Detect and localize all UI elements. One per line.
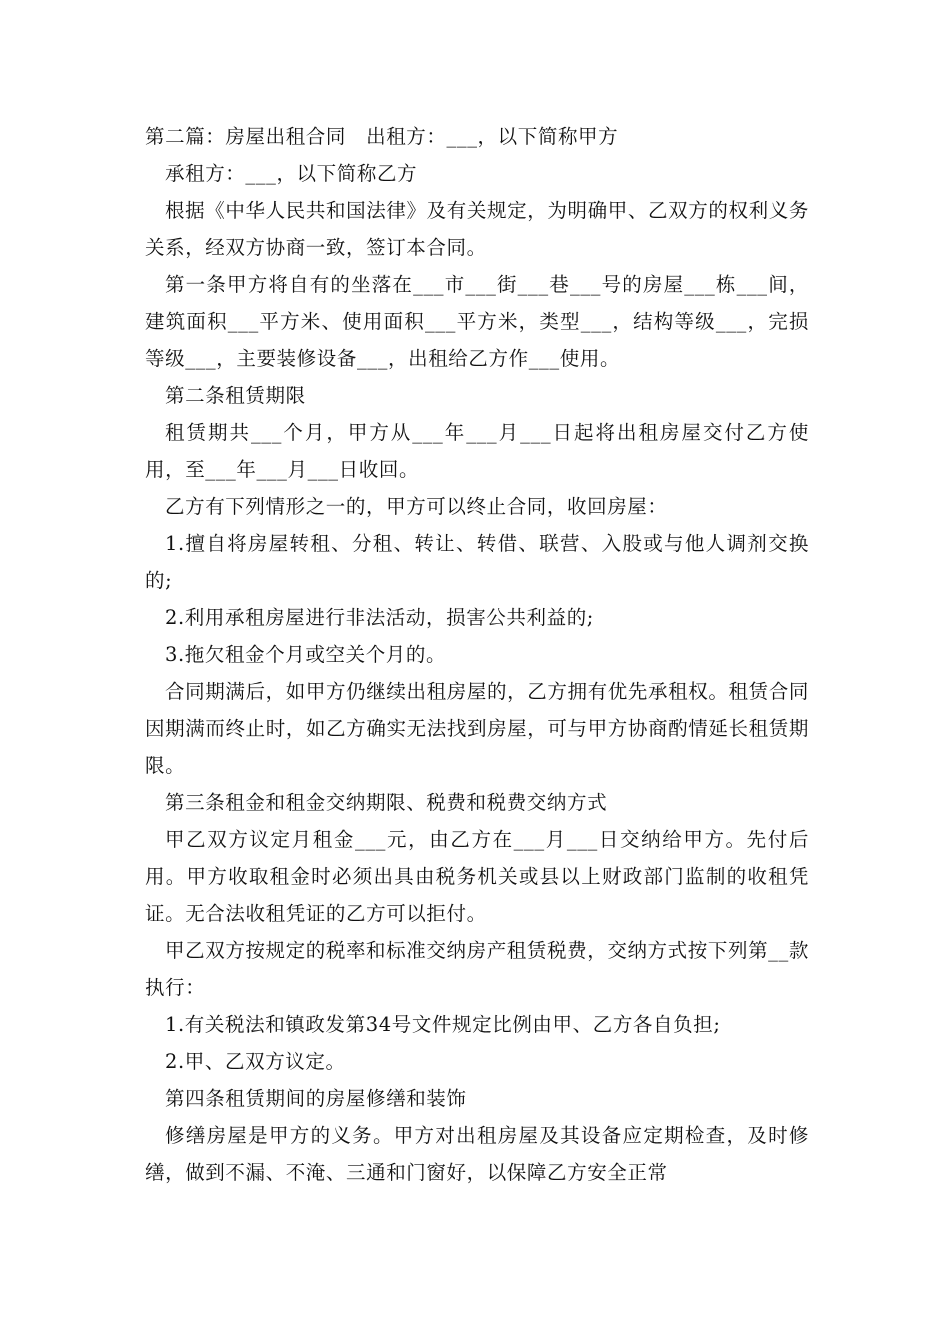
tax-paragraph: 甲乙双方按规定的税率和标准交纳房产租赁税费，交纳方式按下列第__款执行： [145, 939, 809, 999]
tax-item-2: 2.甲、乙双方议定。 [165, 1050, 346, 1073]
termination-item-2: 2.利用承租房屋进行非法活动，损害公共利益的; [165, 606, 594, 629]
renewal-paragraph: 合同期满后，如甲方仍继续出租房屋的，乙方拥有优先承租权。租赁合同因期满而终止时，如乙方确实无法找到房屋，可与甲方协商酌情延长租赁期限。 [145, 680, 809, 777]
section-heading: 第二篇：房屋出租合同 出租方：___，以下简称甲方 [145, 125, 619, 148]
lessee-line: 承租方：___，以下简称乙方 [165, 162, 418, 185]
document-page [145, 118, 809, 1191]
repair-paragraph: 修缮房屋是甲方的义务。甲方对出租房屋及其设备应定期检查，及时修缮，做到不漏、不淹、三通和门窗好，以保障乙方安全正常 [145, 1124, 809, 1184]
article-3-heading: 第三条租金和租金交纳期限、税费和税费交纳方式 [165, 791, 608, 814]
termination-intro: 乙方有下列情形之一的，甲方可以终止合同，收回房屋： [165, 495, 668, 518]
preamble-paragraph: 根据《中华人民共和国法律》及有关规定，为明确甲、乙双方的权利义务关系，经双方协商一致，签订本合同。 [145, 199, 809, 259]
termination-item-1: 1.擅自将房屋转租、分租、转让、转借、联营、入股或与他人调剂交换的; [145, 532, 809, 592]
article-2-heading: 第二条租赁期限 [165, 384, 306, 407]
termination-item-3: 3.拖欠租金个月或空关个月的。 [165, 643, 447, 666]
article-4-heading: 第四条租赁期间的房屋修缮和装饰 [165, 1087, 467, 1110]
lease-term-paragraph: 租赁期共___个月，甲方从___年___月___日起将出租房屋交付乙方使用，至___年___月___日收回。 [145, 421, 809, 481]
tax-item-1: 1.有关税法和镇政发第34号文件规定比例由甲、乙方各自负担; [165, 1013, 721, 1036]
article-1-paragraph: 第一条甲方将自有的坐落在___市___街___巷___号的房屋___栋___间，建筑面积___平方米、使用面积___平方米，类型___，结构等级___，完损等级___，主要装修设备___，出租给乙方作___使用。 [145, 273, 809, 370]
rent-paragraph: 甲乙双方议定月租金___元，由乙方在___月___日交纳给甲方。先付后用。甲方收取租金时必须出具由税务机关或县以上财政部门监制的收租凭证。无合法收租凭证的乙方可以拒付。 [145, 828, 809, 925]
